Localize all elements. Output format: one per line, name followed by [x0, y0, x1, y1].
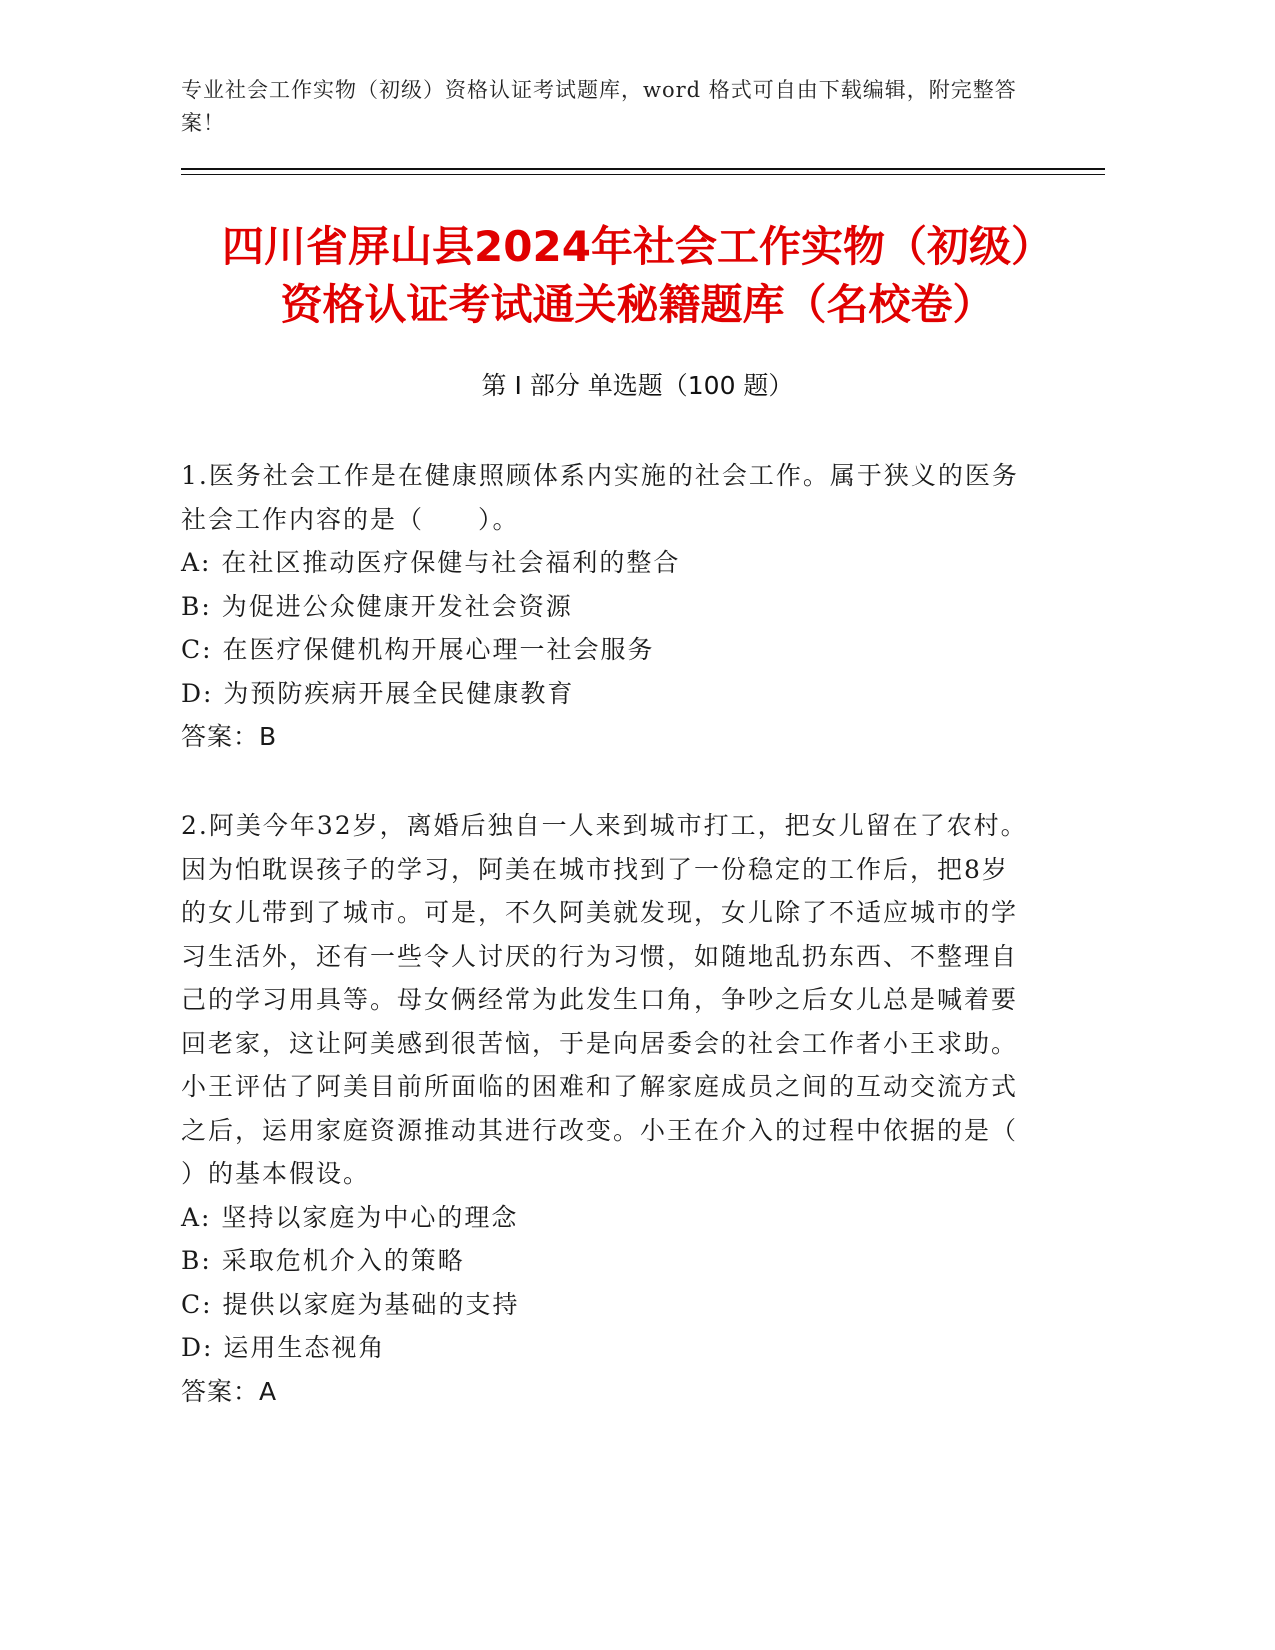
- question-2: [181, 804, 1031, 1413]
- title-line-1: 四川省屏山县2024年社会工作实物（初级）: [222, 222, 1053, 271]
- option-a: A: 在社区推动医疗保健与社会福利的整合: [181, 548, 681, 577]
- document-title: [150, 218, 1125, 334]
- question-stem: 2.阿美今年32岁，离婚后独自一人来到城市打工，把女儿留在了农村。因为怕耽误孩子的学习，阿美在城市找到了一份稳定的工作后，把8岁的女儿带到了城市。可是，不久阿美就发现，女儿除了不适应城市的学习生活外，还有一些令人讨厌的行为习惯，如随地乱扔东西、不整理自己的学习用具等。母女俩经常为此发生口角，争吵之后女儿总是喊着要回老家，这让阿美感到很苦恼，于是向居委会的社会工作者小王求助。小王评估了阿美目前所面临的困难和了解家庭成员之间的互动交流方式之后，运用家庭资源推动其进行改变。小王在介入的过程中依据的是（ ）的基本假设。: [181, 811, 1028, 1188]
- header-rule-thick: [181, 168, 1105, 170]
- title-line-2: 资格认证考试通关秘籍题库（名校卷）: [280, 280, 995, 329]
- answer: 答案：B: [181, 722, 278, 751]
- section-heading: 第 I 部分 单选题（100 题）: [481, 371, 794, 400]
- option-a: A: 坚持以家庭为中心的理念: [181, 1202, 519, 1232]
- option-c: C: 在医疗保健机构开展心理一社会服务: [181, 635, 655, 664]
- question-stem: 1.医务社会工作是在健康照顾体系内实施的社会工作。属于狭义的医务社会工作内容的是（ ）。: [181, 461, 1019, 534]
- answer: 答案：A: [181, 1376, 278, 1406]
- header-note: 专业社会工作实物（初级）资格认证考试题库，word 格式可自由下载编辑，附完整答案！: [181, 78, 1017, 135]
- option-b: B: 采取危机介入的策略: [181, 1246, 465, 1275]
- header-rule-thin: [181, 174, 1105, 175]
- question-1: [181, 454, 1031, 759]
- option-d: D: 为预防疾病开展全民健康教育: [181, 678, 575, 708]
- option-d: D: 运用生态视角: [181, 1333, 386, 1362]
- option-b: B: 为促进公众健康开发社会资源: [181, 591, 573, 621]
- option-c: C: 提供以家庭为基础的支持: [181, 1289, 520, 1319]
